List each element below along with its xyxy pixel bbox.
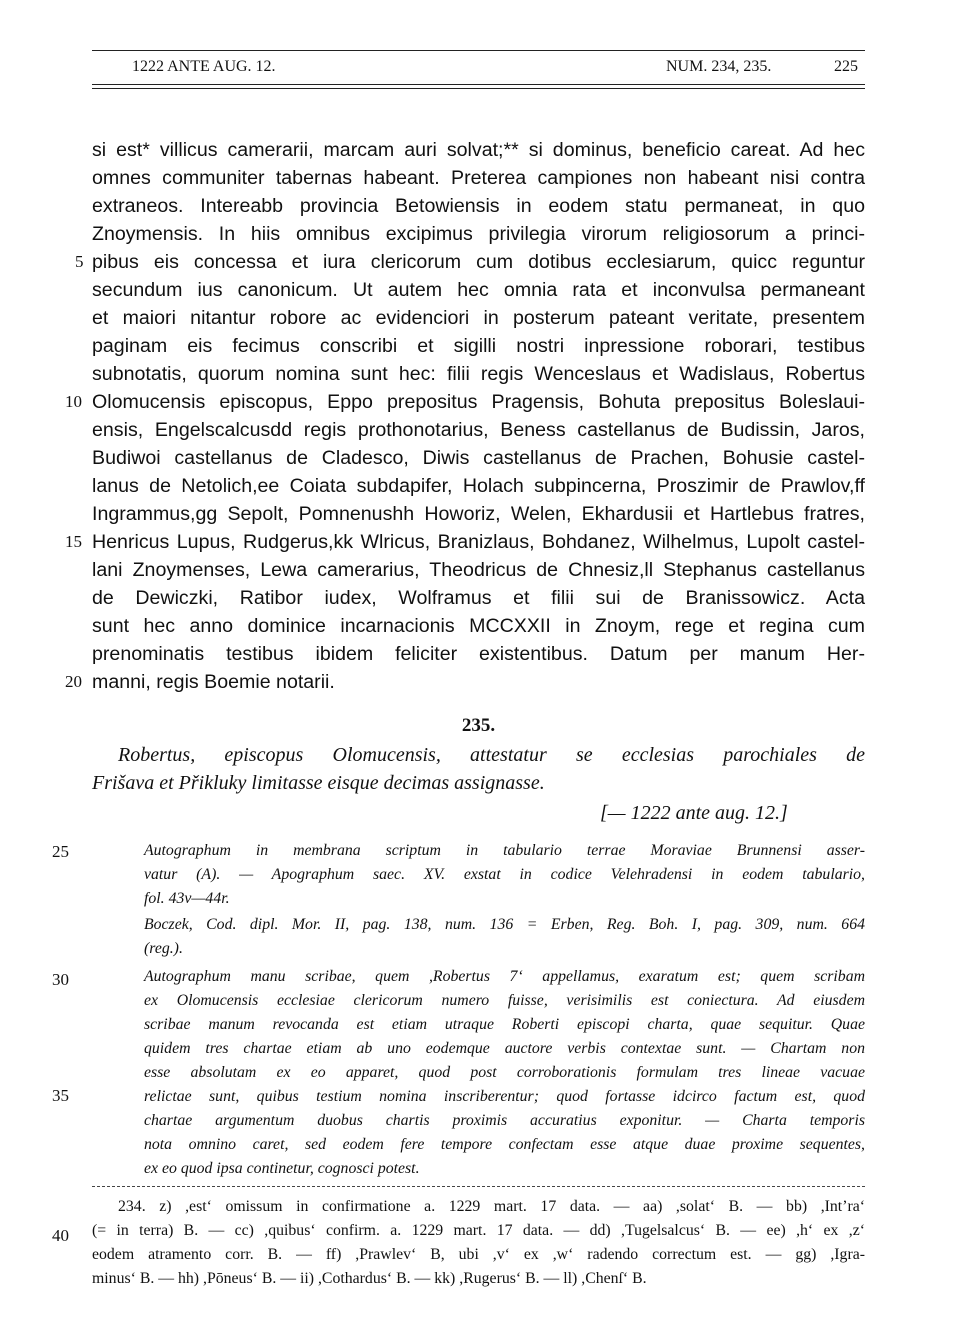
text-line: manni, regis Boemie notarii. xyxy=(92,671,335,693)
note-line: Autographum manu scribae, quem ,Robertus 7‘ appellamus, exaratum est; quem scribam xyxy=(144,968,865,985)
line-number: 5 xyxy=(75,252,84,271)
line-number: 20 xyxy=(65,672,82,691)
text-line: Ingrammus,gg Sepolt, Pomnenushh Howoriz, Welen, Ekhardusii et Hartlebus fratres, xyxy=(92,503,865,525)
note-line: nota omnino caret, sed eodem fere tempore confectam esse atque duae proxime sequentes, xyxy=(144,1136,865,1153)
regest-title: Frišava et Přikluky limitasse eisque decimas assignasse. xyxy=(92,772,545,794)
text-line: lanus de Netolich,ee Coiata subdapifer, Holach subpincerna, Proszimir de Prawlov,ff xyxy=(92,475,865,497)
footnote-line: minus‘ B. — hh) ,Pōneus‘ B. — ii) ,Cothardus‘ B. — kk) ,Rugerus‘ B. — ll) ,Chenſ‘ B. xyxy=(92,1270,647,1287)
document-date: [— 1222 ante aug. 12.] xyxy=(600,802,788,824)
line-number: 15 xyxy=(65,532,82,551)
header-rule-2 xyxy=(92,88,865,89)
note-line: relictae sunt, quibus testium nomina inscriberentur; quod fortasse idcirco factum est, quod xyxy=(144,1088,865,1105)
footnote-line: 234. z) ,est‘ omissum in confirmatione a. 1229 mart. 17 data. — aa) ,solat‘ B. — bb) ,Int’ra‘ xyxy=(118,1198,865,1215)
header-top-rule xyxy=(92,50,865,51)
text-line: si est* villicus camerarii, marcam auri solvat;** si dominus, beneficio careat. Ad hec xyxy=(92,139,865,161)
line-number: 25 xyxy=(52,842,69,861)
text-line: et maiori nitantur robore ac evidenciori in posterum pateant veritate, presentem xyxy=(92,307,865,329)
note-line: ex Olomucensis ecclesiae clericorum numero fuisse, verisimilis est coniectura. Ad eiusdem xyxy=(144,992,865,1009)
note-line: ex eo quod ipsa continetur, cognosci potest. xyxy=(144,1160,420,1177)
note-line: Boczek, Cod. dipl. Mor. II, pag. 138, num. 136 = Erben, Reg. Boh. I, pag. 309, num. 664 xyxy=(144,916,865,933)
header-center: NUM. 234, 235. xyxy=(666,58,772,75)
text-line: prenominatis testibus ibidem feliciter existentibus. Datum per manum Her- xyxy=(92,643,865,665)
running-header xyxy=(92,58,865,82)
text-line: omnes communiter tabernas habeant. Preterea campiones non habeant nisi contra xyxy=(92,167,865,189)
note-line: Autographum in membrana scriptum in tabulario terrae Moraviae Brunnensi asser- xyxy=(144,842,865,859)
line-number: 40 xyxy=(52,1226,69,1245)
text-line: Budiwoi castellanus de Cladesco, Diwis castellanus de Prachen, Bohusie castel- xyxy=(92,447,865,469)
header-left: 1222 ANTE AUG. 12. xyxy=(132,58,276,75)
text-line: Olomucensis episcopus, Eppo prepositus Pragensis, Bohuta prepositus Boleslaui- xyxy=(92,391,865,413)
regest-title: Robertus, episcopus Olomucensis, attestatur se ecclesias parochiales de xyxy=(118,744,865,766)
note-line: esse absolutam ex eo apparet, quod post corroborationis formulam tres lineae vacuae xyxy=(144,1064,865,1081)
text-line: secundum ius canonicum. Ut autem hec omnia rata et inconvulsa permaneant xyxy=(92,279,865,301)
line-number: 10 xyxy=(65,392,82,411)
text-line: Henricus Lupus, Rudgerus,kk Wlricus, Branizlaus, Bohdanez, Wilhelmus, Lupolt castel- xyxy=(92,531,865,553)
text-line: Znoymensis. In hiis omnibus excipimus privilegia virorum religiosorum a princi- xyxy=(92,223,865,245)
footnote-line: (= in terra) B. — cc) ,quibus‘ confirm. a. 1229 mart. 17 data. — dd) ,Tugelsalcus‘ B. — ee) ,h‘ ex ,z‘ xyxy=(92,1222,865,1239)
line-number: 35 xyxy=(52,1086,69,1105)
line-number: 30 xyxy=(52,970,69,989)
text-line: sunt hec anno dominice incarnacionis MCCXXII in Znoym, rege et regina cum xyxy=(92,615,865,637)
text-line: de Dewiczki, Ratibor iudex, Wolframus et filii sui de Branissowicz. Acta xyxy=(92,587,865,609)
text-line: ensis, Engelscalcusdd regis prothonotarius, Beness castellanus de Budissin, Jaros, xyxy=(92,419,865,441)
header-rule-1 xyxy=(92,84,865,85)
text-line: extraneos. Intereabb provincia Betowiensis in eodem statu permaneat, in quo xyxy=(92,195,865,217)
document-number: 235. xyxy=(461,715,496,736)
note-line: fol. 43v—44r. xyxy=(144,890,230,907)
note-line: vatur (A). — Apographum saec. XV. exstat in codice Velehradensi in eodem tabulario, xyxy=(144,866,865,883)
text-line: pibus eis concessa et iura clericorum cum dotibus ecclesiarum, quicc reguntur xyxy=(92,251,865,273)
text-line: paginam eis fecimus conscribi et sigilli nostri inpressione roborari, testibus xyxy=(92,335,865,357)
text-line: subnotatis, quorum nomina sunt hec: filii regis Wenceslaus et Wadislaus, Robertus xyxy=(92,363,865,385)
note-line: scribae manum revocanda est etiam utraque Roberti episcopi charta, quae sequitur. Quae xyxy=(144,1016,865,1033)
text-line: lani Znoymenses, Lewa camerarius, Theodricus de Chnesiz,ll Stephanus castellanus xyxy=(92,559,865,581)
footnote-line: eodem atramento corr. B. — ff) ,Prawlev‘ B, ubi ,v‘ ex ,w‘ radendo correctum est. — gg) ,Igra- xyxy=(92,1246,865,1263)
note-line: (reg.). xyxy=(144,940,183,957)
footnote-rule xyxy=(92,1186,865,1187)
note-line: chartae argumentum duobus chartis proximis accuratius exponitur. — Charta temporis xyxy=(144,1112,865,1129)
page-number: 225 xyxy=(834,58,858,75)
note-line: quidem tres chartae etiam ab uno eodemque auctore verbis contextae sunt. — Chartam non xyxy=(144,1040,865,1057)
